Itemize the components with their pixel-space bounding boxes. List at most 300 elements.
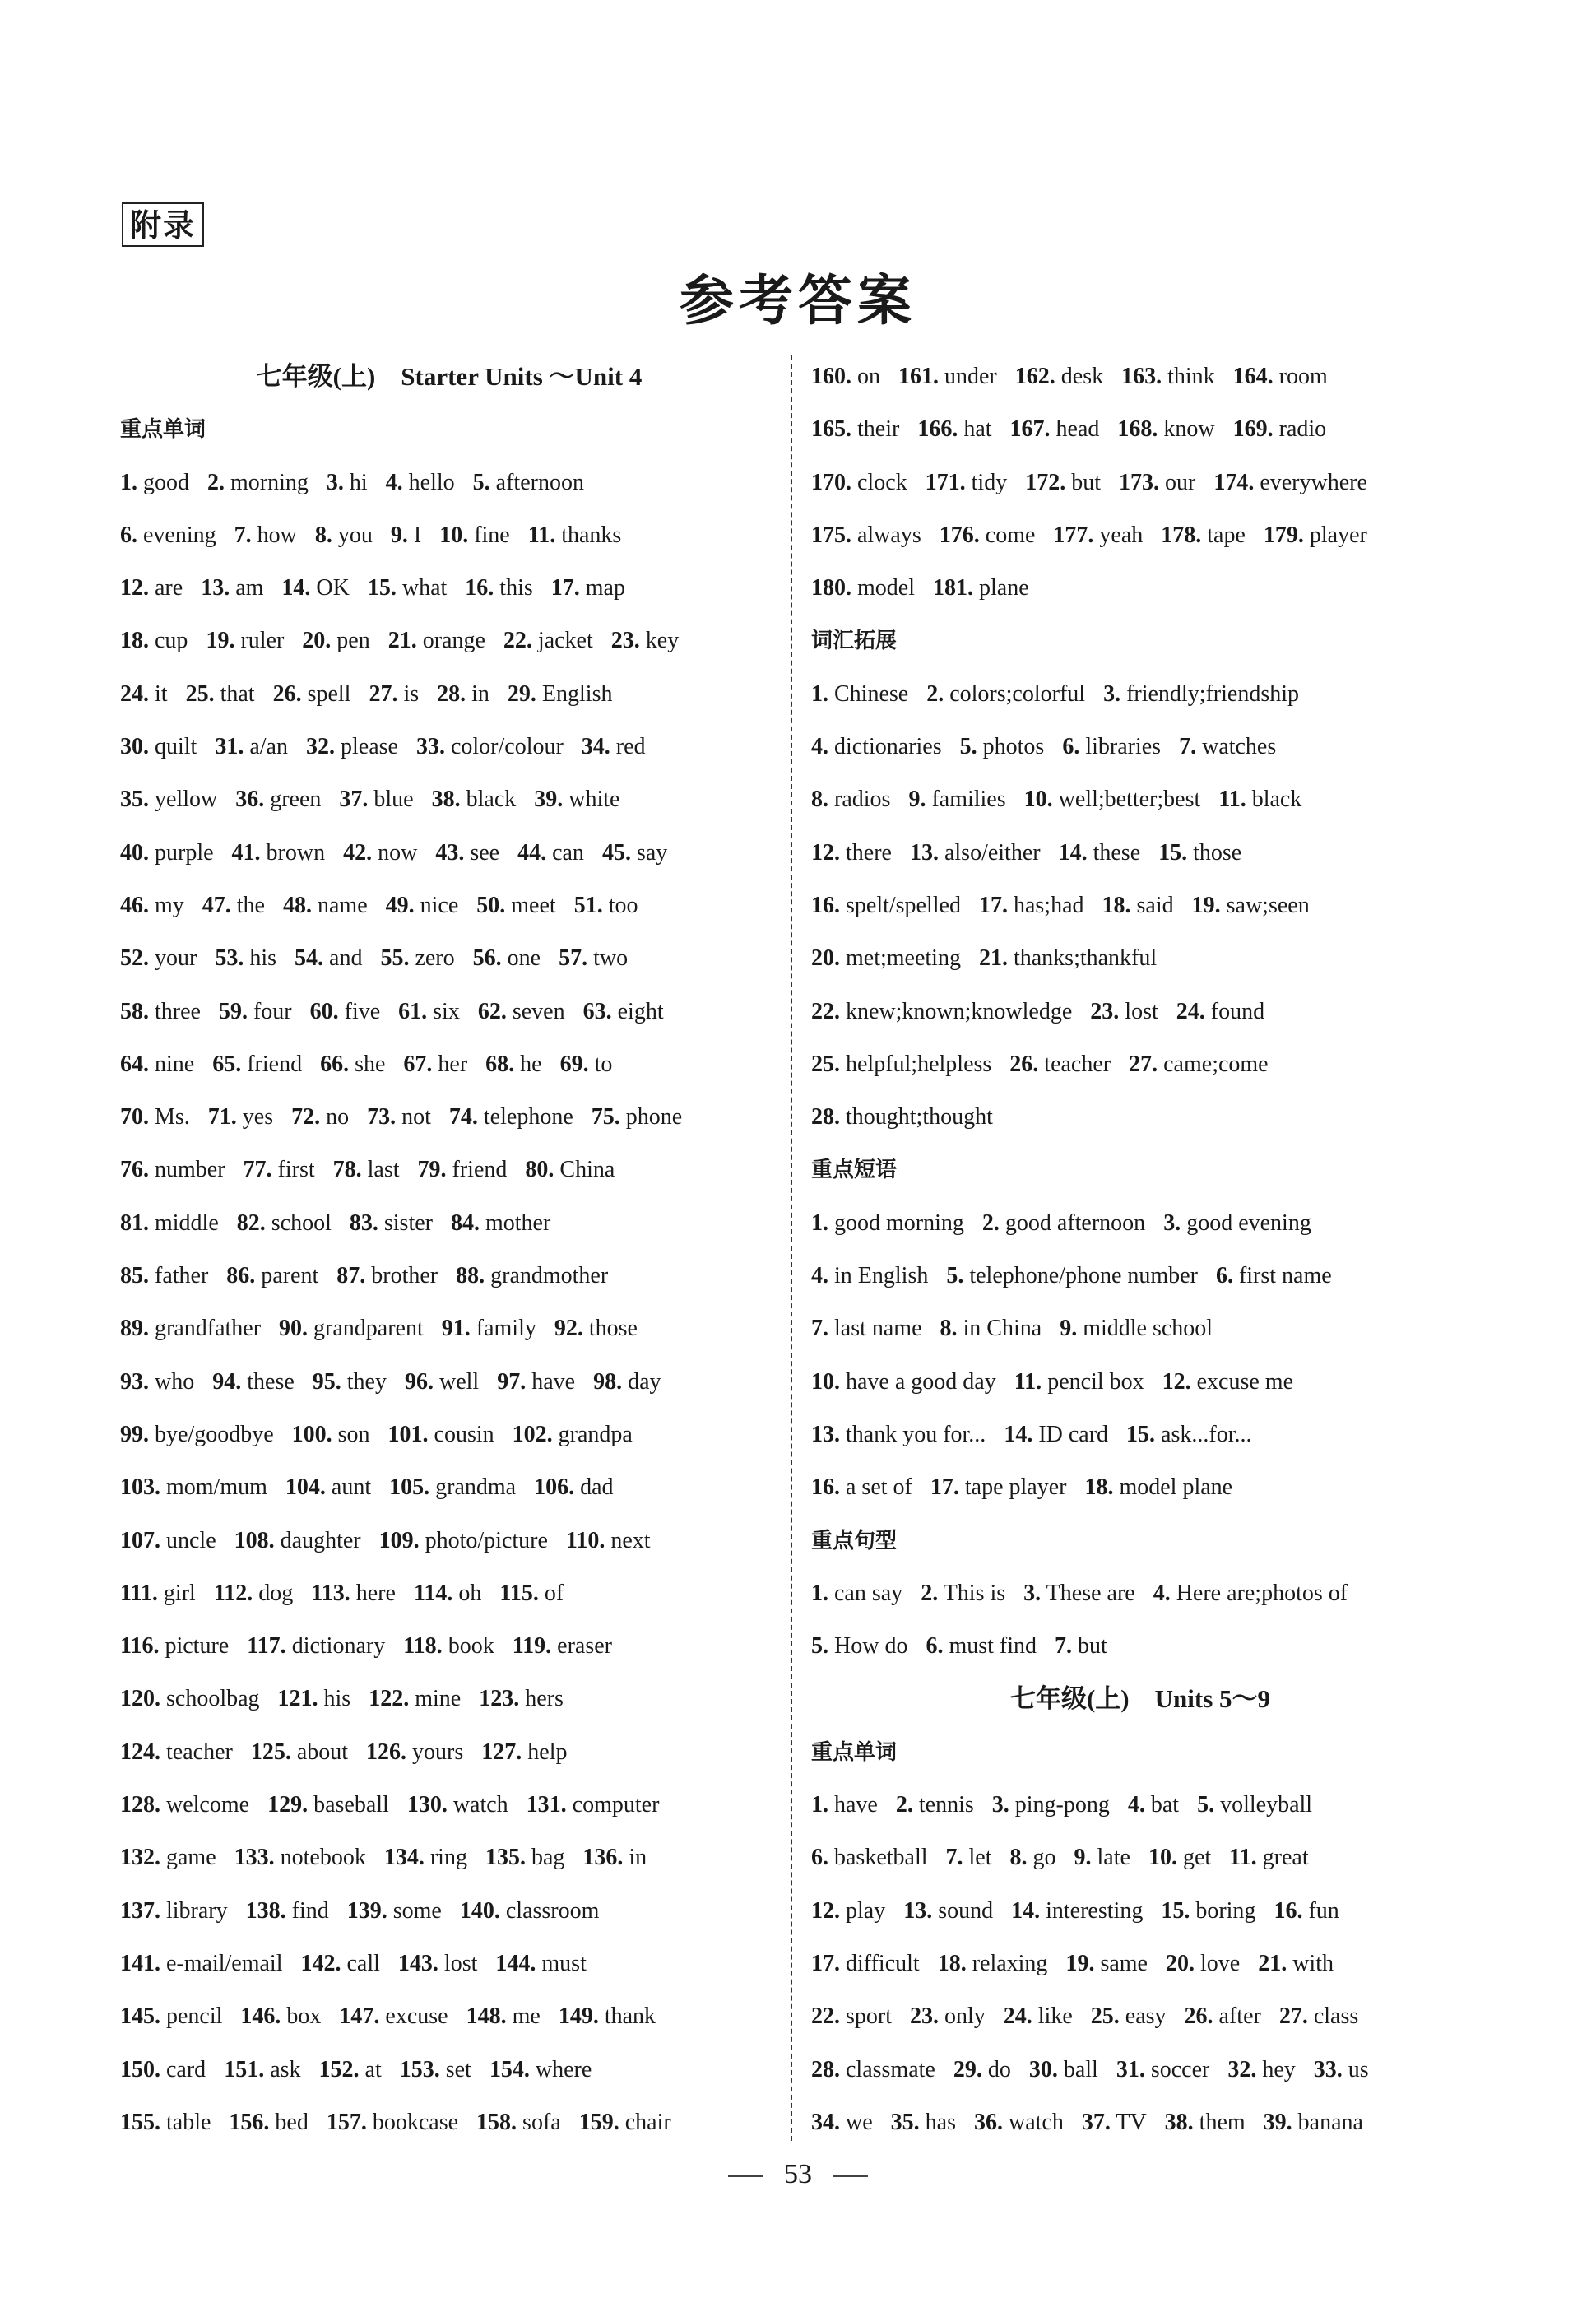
answer-text: How do: [834, 1633, 908, 1660]
answer-item: [534, 787, 619, 812]
section-title: 七年级(上) Units 5～9: [1009, 1684, 1271, 1714]
answer-item: [186, 681, 255, 707]
answer-item: [232, 840, 326, 866]
answer-number: 74.: [448, 1104, 478, 1130]
answer-item: [219, 999, 292, 1024]
answer-item: [811, 945, 961, 971]
answer-text: it: [155, 680, 168, 707]
answer-line: [811, 1250, 1469, 1302]
answer-item: [1116, 2057, 1210, 2082]
answer-item: [386, 470, 455, 495]
answer-text: five: [344, 998, 381, 1024]
answer-number: 148.: [466, 2003, 507, 2030]
answer-text: e-mail/email: [166, 1950, 283, 1976]
answer-item: [579, 2110, 671, 2135]
answer-text: photos: [982, 734, 1045, 760]
answer-item: [306, 734, 398, 759]
answer-text: saw;seen: [1226, 892, 1310, 918]
answer-number: 26.: [272, 680, 302, 707]
answer-text: ball: [1063, 2056, 1098, 2082]
answer-number: 4.: [1127, 1792, 1145, 1818]
answer-text: interesting: [1046, 1897, 1144, 1924]
answer-text: banana: [1297, 2109, 1363, 2135]
answer-text: have a good day: [846, 1368, 996, 1395]
answer-text: eraser: [557, 1633, 612, 1660]
answer-line: [811, 509, 1469, 562]
answer-item: [292, 1422, 370, 1447]
answer-number: 101.: [387, 1421, 429, 1447]
answer-item: [811, 575, 915, 601]
answer-text: son: [337, 1421, 370, 1447]
answer-text: uncle: [166, 1527, 216, 1553]
answer-text: say: [636, 839, 668, 866]
answer-text: that: [220, 680, 255, 707]
answer-text: play: [846, 1897, 886, 1924]
answer-text: clock: [857, 469, 907, 495]
answer-item: [120, 999, 201, 1024]
answer-text: desk: [1060, 364, 1104, 389]
answer-item: [979, 945, 1157, 971]
answer-text: hi: [349, 469, 368, 495]
answer-text: yours: [412, 1739, 464, 1765]
answer-item: [602, 840, 667, 866]
answer-item: [1227, 2057, 1295, 2082]
answer-text: pencil box: [1047, 1368, 1144, 1395]
answer-number: 82.: [236, 1209, 266, 1236]
answer-item: [811, 1633, 907, 1659]
answer-item: [226, 1263, 318, 1288]
answer-number: 93.: [120, 1368, 149, 1395]
answer-number: 167.: [1009, 416, 1051, 443]
answer-item: [120, 1052, 194, 1077]
answer-number: 4.: [385, 469, 403, 495]
answer-item: [1074, 1845, 1130, 1870]
answer-number: 152.: [318, 2056, 360, 2082]
answer-item: [120, 1104, 190, 1130]
answer-text: think: [1167, 364, 1215, 389]
answer-line: [120, 1831, 778, 1884]
answer-text: class: [1313, 2003, 1359, 2030]
answer-number: 179.: [1263, 522, 1304, 548]
answer-item: [302, 628, 369, 653]
answer-number: 70.: [120, 1104, 149, 1130]
answer-text: good evening: [1186, 1209, 1311, 1236]
column-divider: [791, 355, 792, 2141]
answer-number: 22.: [503, 628, 532, 654]
answer-text: dog: [258, 1580, 294, 1606]
answer-line: [120, 1885, 778, 1938]
answer-text: tape: [1207, 522, 1246, 548]
answer-item: [120, 840, 214, 866]
answer-number: 128.: [120, 1792, 160, 1818]
answer-number: 139.: [346, 1897, 387, 1924]
answer-text: grandpa: [558, 1421, 633, 1447]
answer-text: some: [392, 1897, 442, 1924]
answer-text: plane: [979, 575, 1029, 601]
answer-item: [908, 787, 1005, 812]
answer-item: [237, 1210, 332, 1236]
answer-text: have: [834, 1792, 878, 1818]
answer-text: and: [329, 945, 363, 972]
answer-item: [479, 1686, 564, 1711]
answer-line: [120, 615, 778, 667]
answer-item: [1218, 787, 1301, 812]
answer-item: [910, 2003, 986, 2029]
answer-number: 25.: [811, 1051, 840, 1077]
answer-number: 105.: [389, 1474, 430, 1501]
answer-item: [476, 2110, 561, 2135]
answer-number: 22.: [811, 2003, 840, 2030]
answer-text: sport: [846, 2003, 892, 2030]
answer-number: 157.: [326, 2109, 367, 2135]
answer-number: 2.: [207, 469, 225, 495]
answer-number: 33.: [1313, 2056, 1343, 2082]
answer-text: card: [166, 2056, 206, 2082]
answer-item: [366, 1739, 463, 1765]
answer-line: [120, 509, 778, 562]
answer-line: [811, 403, 1469, 456]
answer-text: easy: [1125, 2003, 1167, 2030]
answer-text: two: [593, 945, 629, 972]
answer-line: [120, 562, 778, 615]
answer-number: 131.: [526, 1792, 567, 1818]
answer-number: 41.: [231, 839, 261, 866]
answer-number: 72.: [291, 1104, 321, 1130]
answer-text: schoolbag: [166, 1686, 260, 1712]
answer-item: [811, 1422, 986, 1447]
answer-item: [1119, 470, 1195, 495]
answer-text: our: [1164, 469, 1196, 495]
answer-text: fun: [1308, 1897, 1339, 1924]
answer-number: 1.: [811, 1209, 828, 1236]
answer-text: model plane: [1119, 1474, 1233, 1501]
answer-number: 46.: [120, 892, 149, 918]
answer-text: grandparent: [313, 1316, 424, 1342]
answer-item: [386, 893, 459, 918]
answer-text: first: [277, 1157, 315, 1183]
answer-item: [398, 999, 460, 1024]
answer-item: [1014, 1369, 1144, 1395]
answer-number: 133.: [234, 1845, 275, 1871]
answer-item: [1015, 364, 1103, 389]
answer-item: [120, 1157, 225, 1182]
answer-text: these: [247, 1368, 295, 1395]
answer-number: 94.: [212, 1368, 242, 1395]
answer-number: 124.: [120, 1739, 160, 1765]
answer-number: 10.: [439, 522, 469, 548]
answer-text: too: [608, 892, 638, 918]
answer-number: 6.: [811, 1845, 828, 1871]
answer-line: [120, 1673, 778, 1725]
answer-text: oh: [458, 1580, 482, 1606]
answer-number: 56.: [472, 945, 502, 972]
answer-text: number: [155, 1157, 225, 1183]
answer-text: friendly;friendship: [1126, 680, 1300, 707]
answer-text: volleyball: [1220, 1792, 1313, 1818]
answer-number: 2.: [895, 1792, 913, 1818]
answer-number: 40.: [120, 839, 149, 866]
answer-item: [1065, 1951, 1148, 1976]
answer-number: 25.: [185, 680, 215, 707]
answer-text: jacket: [537, 628, 593, 654]
answer-item: [120, 1210, 219, 1236]
answer-number: 26.: [1184, 2003, 1213, 2030]
answer-item: [414, 1581, 481, 1606]
answer-item: [811, 1898, 885, 1924]
answer-item: [527, 1792, 660, 1818]
answer-item: [246, 1898, 329, 1924]
answer-text: telephone/phone number: [969, 1263, 1198, 1289]
answer-item: [347, 1898, 442, 1924]
answer-text: school: [271, 1209, 332, 1236]
answer-item: [811, 1369, 996, 1395]
answer-line: [120, 932, 778, 985]
answer-text: basketball: [834, 1845, 928, 1871]
answer-text: now: [378, 839, 418, 866]
answer-text: good afternoon: [1004, 1209, 1146, 1236]
answer-number: 4.: [811, 1263, 828, 1289]
answer-item: [327, 2110, 458, 2135]
answer-number: 142.: [300, 1950, 341, 1976]
answer-text: notebook: [280, 1845, 366, 1871]
answer-text: my: [155, 892, 184, 918]
answer-number: 29.: [507, 680, 536, 707]
answer-text: watch: [452, 1792, 508, 1818]
answer-item: [234, 522, 297, 548]
answer-number: 38.: [431, 787, 461, 813]
answer-text: them: [1199, 2109, 1246, 2135]
answer-text: China: [559, 1157, 615, 1183]
answer-line: [811, 562, 1469, 615]
answer-text: sofa: [522, 2109, 561, 2135]
answer-number: 61.: [398, 998, 428, 1024]
answer-text: sound: [938, 1897, 994, 1924]
answer-text: where: [535, 2056, 592, 2082]
answer-number: 81.: [120, 1209, 149, 1236]
answer-text: must: [541, 1950, 587, 1976]
answer-item: [611, 628, 679, 653]
answer-line: [811, 1831, 1469, 1884]
answer-line: [120, 1620, 778, 1673]
answer-line: [120, 1091, 778, 1144]
answer-text: thanks: [561, 522, 622, 548]
answer-text: who: [155, 1368, 195, 1395]
answer-number: 15.: [1126, 1421, 1156, 1447]
answer-text: pen: [336, 628, 370, 654]
answer-number: 43.: [435, 839, 465, 866]
answer-number: 73.: [367, 1104, 397, 1130]
answer-item: [1233, 364, 1328, 389]
answer-text: thank you for...: [846, 1421, 986, 1447]
answer-number: 55.: [380, 945, 410, 972]
answer-number: 65.: [212, 1051, 242, 1077]
answer-text: These are: [1046, 1580, 1135, 1606]
answer-text: no: [326, 1104, 350, 1130]
answer-number: 19.: [1065, 1950, 1095, 1976]
answer-number: 39.: [534, 787, 564, 813]
answer-item: [442, 1316, 536, 1341]
answer-number: 2.: [981, 1209, 1000, 1236]
answer-number: 1.: [811, 680, 828, 707]
answer-item: [811, 1474, 912, 1500]
answer-number: 9.: [908, 787, 926, 813]
answer-line: [120, 1197, 778, 1250]
answer-number: 9.: [1074, 1845, 1092, 1871]
answer-item: [513, 1633, 612, 1659]
answer-number: 84.: [450, 1209, 480, 1236]
answer-item: [513, 1422, 633, 1447]
answer-text: green: [270, 787, 322, 813]
answer-item: [478, 999, 565, 1024]
answer-item: [1258, 1951, 1334, 1976]
answer-item: [247, 1633, 385, 1659]
answer-number: 67.: [403, 1051, 433, 1077]
answer-text: this: [499, 575, 533, 601]
answer-text: yes: [242, 1104, 274, 1130]
answer-number: 176.: [939, 522, 980, 548]
answer-number: 102.: [512, 1421, 553, 1447]
answer-text: classmate: [846, 2056, 935, 2082]
answer-number: 77.: [243, 1157, 272, 1183]
answer-item: [1060, 1316, 1213, 1341]
answer-number: 1.: [811, 1580, 828, 1606]
answer-item: [811, 734, 942, 759]
answer-text: English: [541, 680, 613, 707]
answer-number: 83.: [349, 1209, 378, 1236]
answer-text: lost: [1125, 998, 1158, 1024]
answer-item: [1165, 2110, 1246, 2135]
answer-item: [327, 470, 368, 495]
answer-item: [283, 893, 368, 918]
answer-text: like: [1037, 2003, 1073, 2030]
answer-text: girl: [163, 1580, 196, 1606]
answer-item: [1166, 1951, 1240, 1976]
answer-text: radios: [834, 787, 891, 813]
answer-text: red: [615, 734, 646, 760]
answer-item: [1264, 2110, 1363, 2135]
answer-item: [120, 1792, 249, 1818]
answer-number: 27.: [369, 680, 398, 707]
answer-number: 30.: [1028, 2056, 1058, 2082]
answer-text: with: [1292, 1950, 1334, 1976]
answer-text: spelt/spelled: [846, 892, 961, 918]
answer-text: yeah: [1099, 522, 1144, 548]
answer-item: [811, 681, 908, 707]
answer-item: [473, 470, 584, 495]
answer-item: [1161, 522, 1246, 548]
answer-item: [120, 1845, 216, 1870]
answer-number: 20.: [1165, 1950, 1195, 1976]
answer-number: 33.: [415, 734, 445, 760]
answer-text: find: [291, 1897, 329, 1924]
answer-item: [525, 1157, 615, 1182]
answer-number: 24.: [1176, 998, 1205, 1024]
page-number: 53: [784, 2159, 812, 2189]
answer-number: 18.: [937, 1950, 967, 1976]
answer-text: are: [155, 575, 183, 601]
answer-item: [582, 1845, 647, 1870]
answer-text: always: [857, 522, 921, 548]
answer-text: black: [466, 787, 517, 813]
answer-item: [384, 1845, 467, 1870]
answer-text: room: [1278, 364, 1328, 389]
answer-text: name: [318, 892, 368, 918]
answer-text: knew;known;knowledge: [846, 998, 1073, 1024]
answer-item: [473, 945, 541, 971]
answer-number: 11.: [1229, 1845, 1257, 1871]
answer-item: [485, 1845, 564, 1870]
answer-text: we: [846, 2109, 873, 2135]
answer-text: met;meeting: [846, 945, 961, 972]
answer-item: [1197, 1792, 1312, 1818]
answer-item: [120, 1263, 208, 1288]
answer-text: thank: [604, 2003, 656, 2030]
answer-item: [350, 1210, 433, 1236]
answer-text: friend: [247, 1051, 303, 1077]
answer-text: came;come: [1163, 1051, 1269, 1077]
page-number-footer: [0, 2159, 1596, 2190]
answer-text: telephone: [483, 1104, 573, 1130]
answer-text: how: [257, 522, 297, 548]
answer-text: bag: [531, 1845, 565, 1871]
answer-number: 161.: [898, 364, 939, 389]
answer-item: [926, 1633, 1037, 1659]
answer-line: [811, 986, 1469, 1038]
answer-number: 9.: [390, 522, 408, 548]
answer-number: 143.: [397, 1950, 438, 1976]
answer-number: 147.: [339, 2003, 380, 2030]
answer-number: 24.: [120, 680, 149, 707]
answer-number: 31.: [215, 734, 244, 760]
answer-text: have: [531, 1368, 576, 1395]
answer-text: is: [403, 680, 420, 707]
answer-item: [921, 1581, 1005, 1606]
answer-item: [380, 945, 454, 971]
answer-line: [120, 773, 778, 826]
answer-number: 44.: [517, 839, 547, 866]
answer-item: [811, 1845, 928, 1870]
answer-text: Here are;photos of: [1176, 1580, 1348, 1606]
answer-number: 130.: [406, 1792, 448, 1818]
section-title: 七年级(上) Starter Units ～Unit 4: [256, 362, 643, 391]
answer-text: watch: [1008, 2109, 1064, 2135]
answer-number: 18.: [1084, 1474, 1114, 1501]
answer-text: same: [1100, 1950, 1148, 1976]
answer-item: [517, 840, 584, 866]
answer-number: 119.: [512, 1633, 552, 1660]
answer-item: [1024, 787, 1201, 812]
answer-text: pencil: [166, 2003, 223, 2030]
answer-number: 16.: [811, 892, 840, 918]
answer-number: 8.: [314, 522, 332, 548]
answer-line: [811, 721, 1469, 773]
answer-text: evening: [143, 522, 216, 548]
answer-item: [1004, 2003, 1073, 2029]
answer-number: 69.: [559, 1051, 589, 1077]
answer-item: [281, 575, 349, 601]
answer-number: 123.: [479, 1686, 520, 1712]
answer-text: morning: [230, 469, 309, 495]
answer-text: hat: [963, 416, 992, 443]
answer-item: [1128, 1792, 1179, 1818]
answer-number: 141.: [120, 1950, 160, 1976]
answer-text: middle school: [1083, 1316, 1213, 1342]
answer-item: [1062, 734, 1161, 759]
answer-text: can: [552, 839, 584, 866]
answer-number: 97.: [497, 1368, 527, 1395]
answer-text: spell: [307, 680, 351, 707]
answer-item: [1233, 416, 1327, 442]
